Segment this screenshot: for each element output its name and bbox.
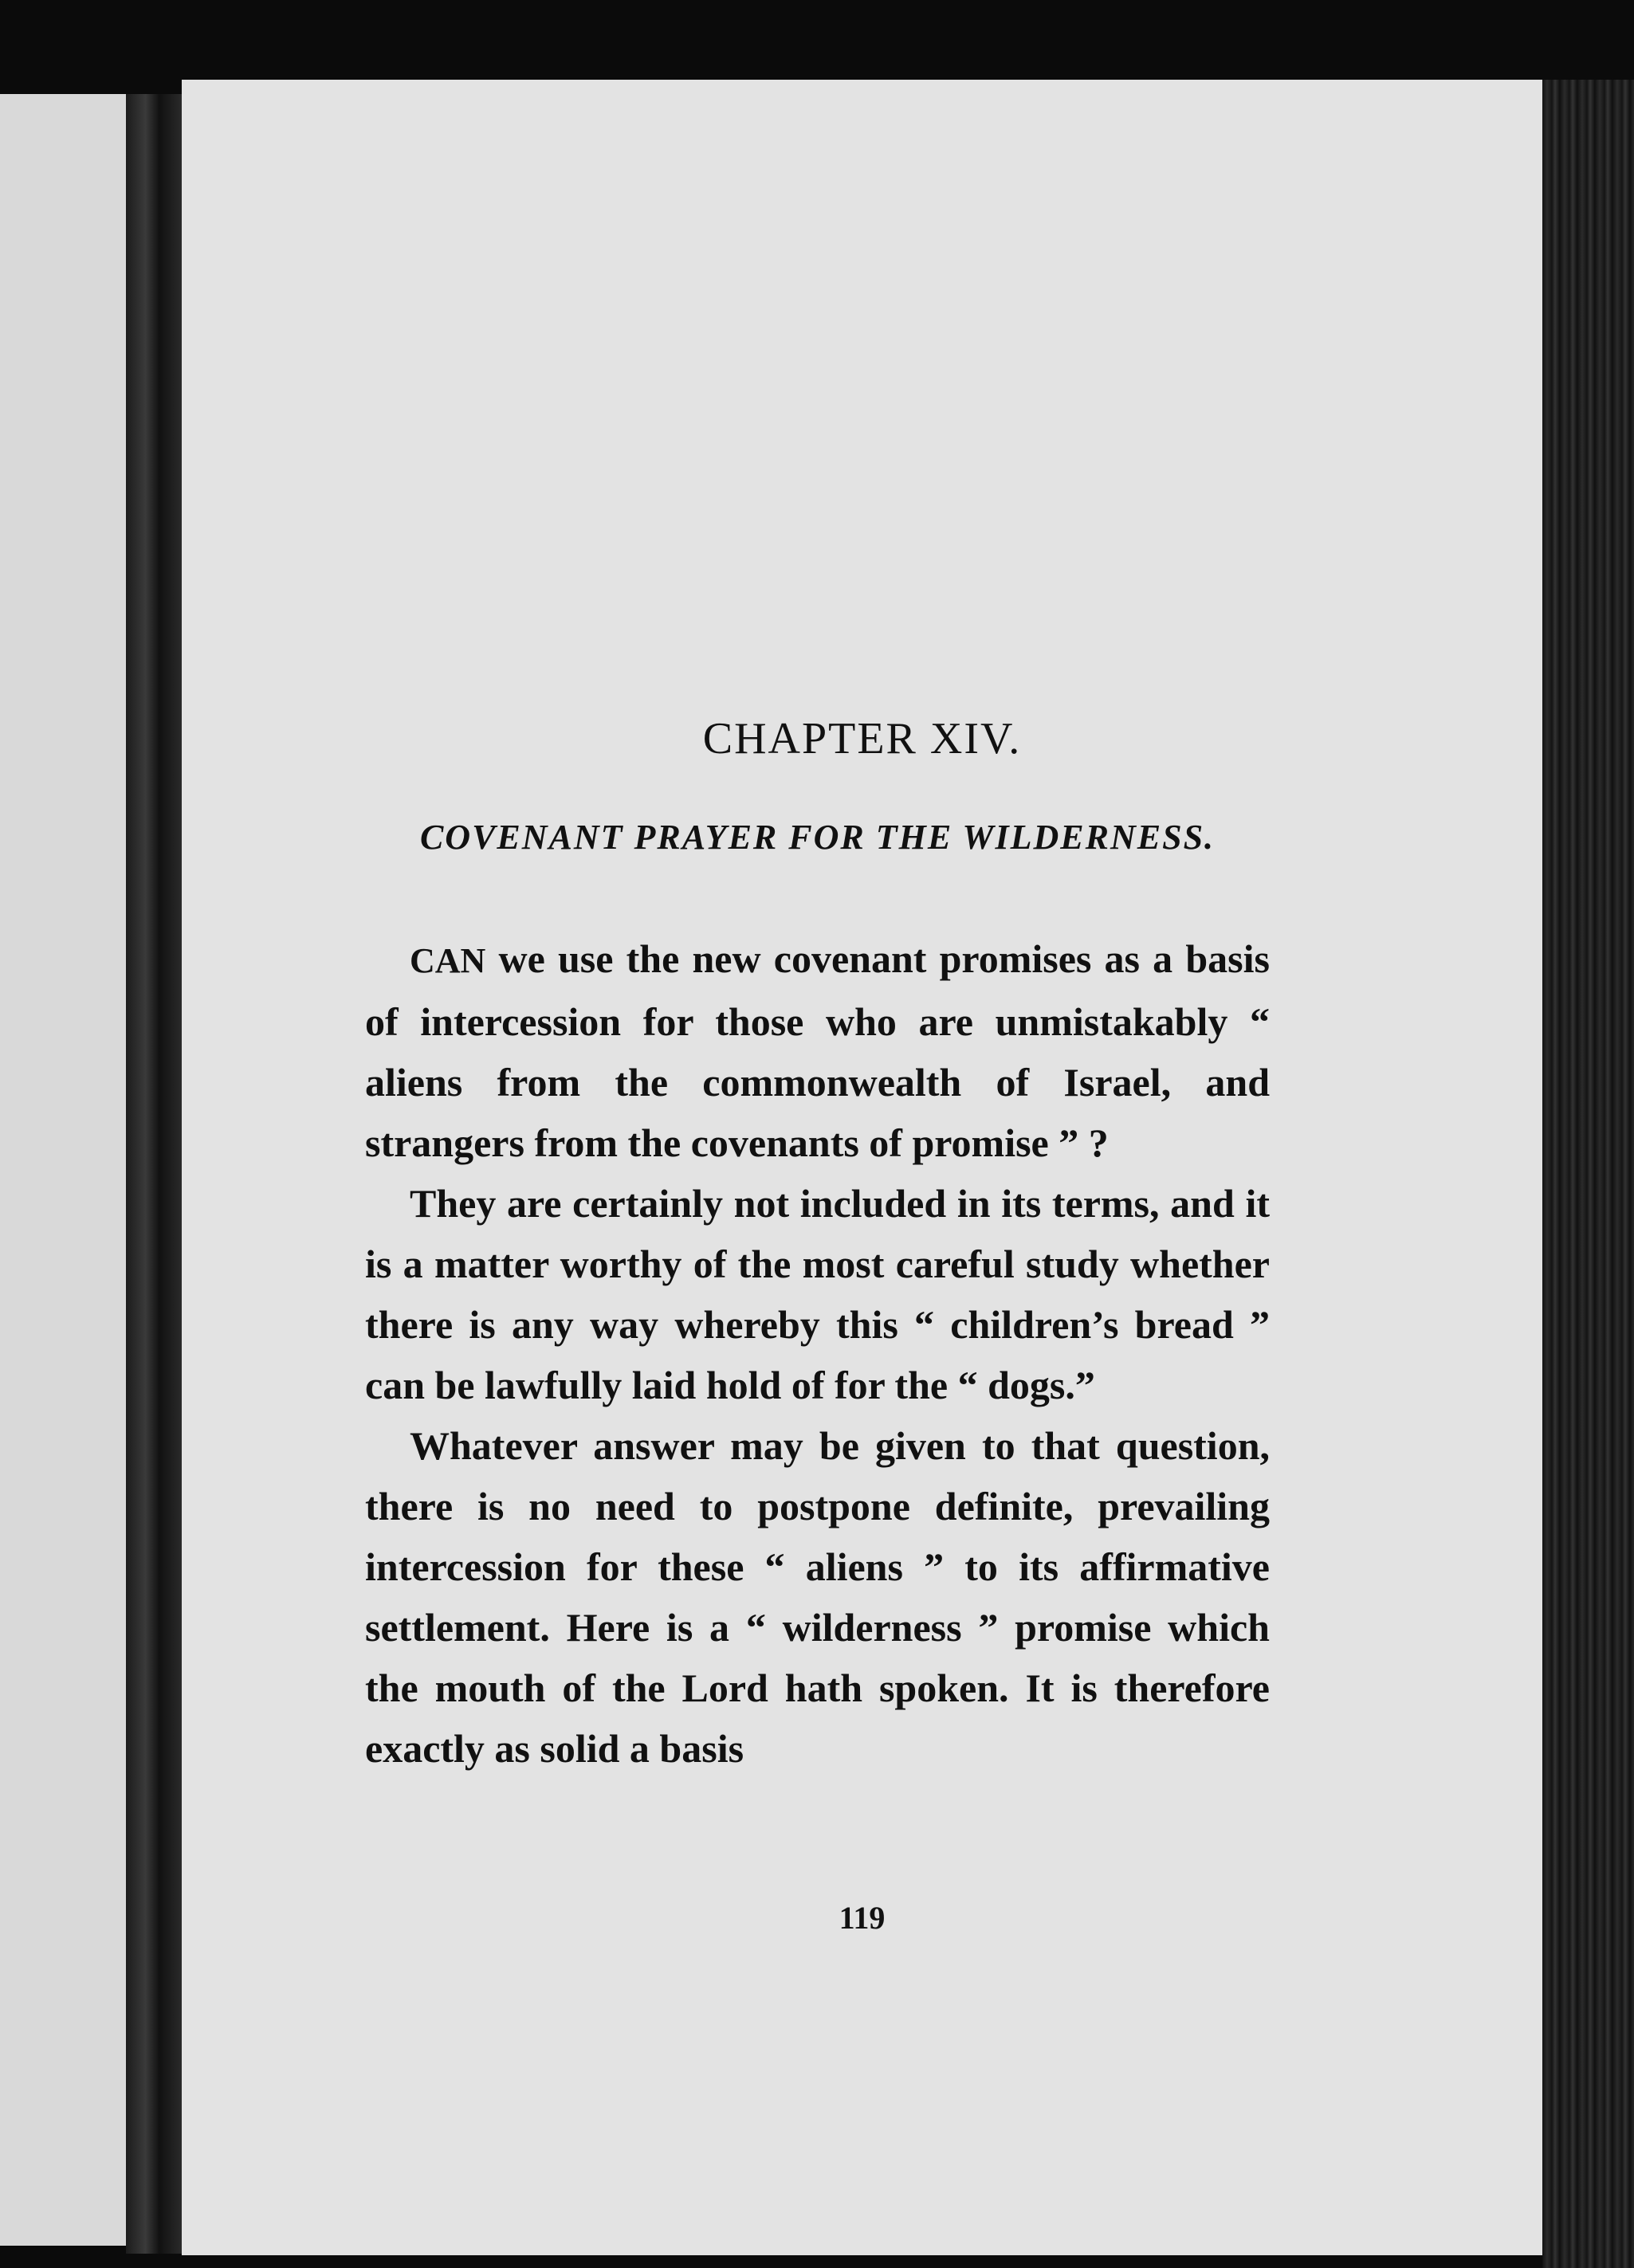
book-binding bbox=[126, 94, 182, 2254]
paragraph-3 bbox=[365, 1415, 1270, 1779]
chapter-title: CHAPTER XIV. bbox=[702, 714, 1022, 763]
paragraph-2 bbox=[365, 1173, 1270, 1415]
page-stack-edge bbox=[1542, 80, 1634, 2268]
paragraph-2-text: They are certainly not included in its terms, and it is a matter worthy of the most careful study whether there is any way whereby this “ children’s bread ” can be lawfully laid hold of for the “ dogs.” bbox=[365, 1181, 1270, 1407]
paragraph-1 bbox=[365, 928, 1270, 1173]
dropcap-word: CAN bbox=[410, 941, 486, 980]
paragraph-3-text: Whatever answer may be given to that question, there is no need to postpone definite, prevailing intercession for these “ aliens ” to its affirmative settlement. Here is a “ wilderness ” promise which the mouth of the Lord hath spoken. It is therefore exactly as solid a basis bbox=[365, 1423, 1270, 1771]
chapter-subtitle: COVENANT PRAYER FOR THE WILDERNESS. bbox=[419, 818, 1216, 857]
body-text bbox=[365, 928, 1270, 1779]
page-number: 119 bbox=[839, 1900, 886, 1936]
paragraph-1-text: we use the new covenant promises as a basis of intercession for those who are unmistakably “ aliens from the commonwealth of Israel, and strangers from the covenants of promise ” ? bbox=[365, 936, 1270, 1165]
facing-page-edge bbox=[0, 94, 126, 2246]
